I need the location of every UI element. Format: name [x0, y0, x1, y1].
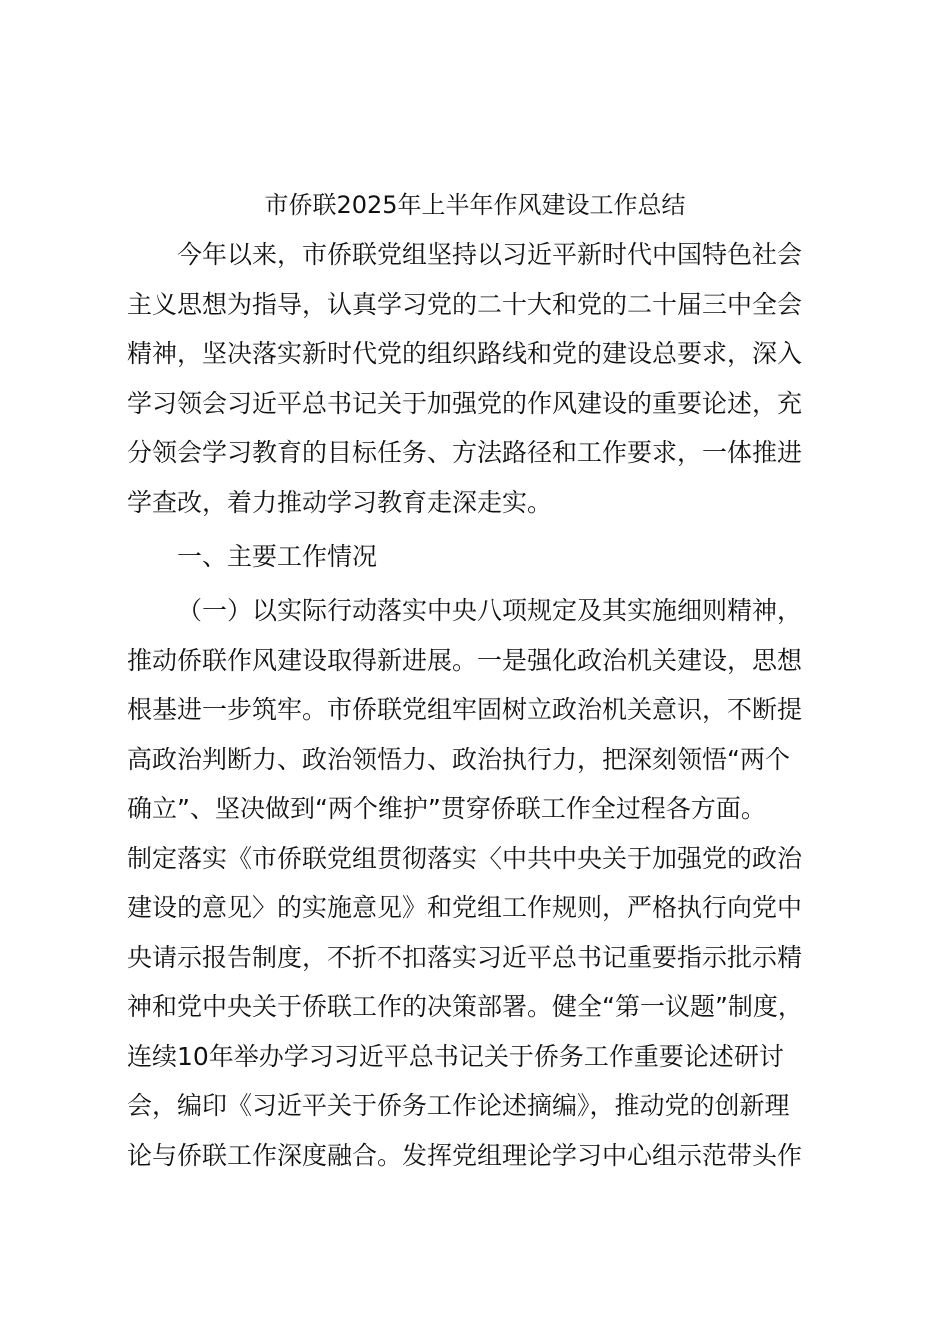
paragraph-line: 神和党中央关于侨联工作的决策部署。健全“第一议题”制度，: [127, 992, 803, 1021]
paragraph-line: 确立”、坚决做到“两个维护”贯穿侨联工作全过程各方面。: [127, 794, 766, 823]
paragraph-line: 主义思想为指导，认真学习党的二十大和党的二十届三中全会: [127, 289, 803, 319]
paragraph-line: 央请示报告制度，不折不扣落实习近平总书记重要指示批示精: [127, 942, 803, 972]
document-body: [127, 230, 837, 1180]
paragraph-line: 学查改，着力推动学习教育走深走实。: [127, 487, 553, 517]
section-heading: 一、主要工作情况: [177, 542, 378, 571]
paragraph-line: 会，编印《习近平关于侨务工作论述摘编》，推动党的创新理: [127, 1091, 790, 1120]
paragraph-line: 推动侨联作风建设取得新进展。一是强化政治机关建设，思想: [127, 645, 803, 675]
paragraph-line: 高政治判断力、政治领悟力、政治执行力，把深刻领悟“两个: [127, 744, 790, 774]
paragraph-line: 连续10年举办学习习近平总书记关于侨务工作重要论述研讨: [127, 1041, 784, 1071]
paragraph-line: 精神，坚决落实新时代党的组织路线和党的建设总要求，深入: [127, 339, 803, 368]
paragraph-line: 学习领会习近平总书记关于加强党的作风建设的重要论述，充: [127, 388, 803, 418]
document-title: 市侨联2025年上半年作风建设工作总结: [264, 191, 686, 219]
paragraph-line: 论与侨联工作深度融合。发挥党组理论学习中心组示范带头作: [127, 1140, 803, 1170]
paragraph-line: 根基进一步筑牢。市侨联党组牢固树立政治机关意识，不断提: [127, 695, 803, 724]
paragraph-line: （一）以实际行动落实中央八项规定及其实施细则精神，: [177, 596, 803, 625]
paragraph-line: 建设的意见〉的实施意见》和党组工作规则，严格执行向党中: [127, 893, 803, 922]
paragraph-line: 分领会学习教育的目标任务、方法路径和工作要求，一体推进: [127, 438, 803, 467]
paragraph-line: 今年以来，市侨联党组坚持以习近平新时代中国特色社会: [177, 240, 803, 269]
paragraph-line: 制定落实《市侨联党组贯彻落实〈中共中央关于加强党的政治: [127, 843, 803, 873]
